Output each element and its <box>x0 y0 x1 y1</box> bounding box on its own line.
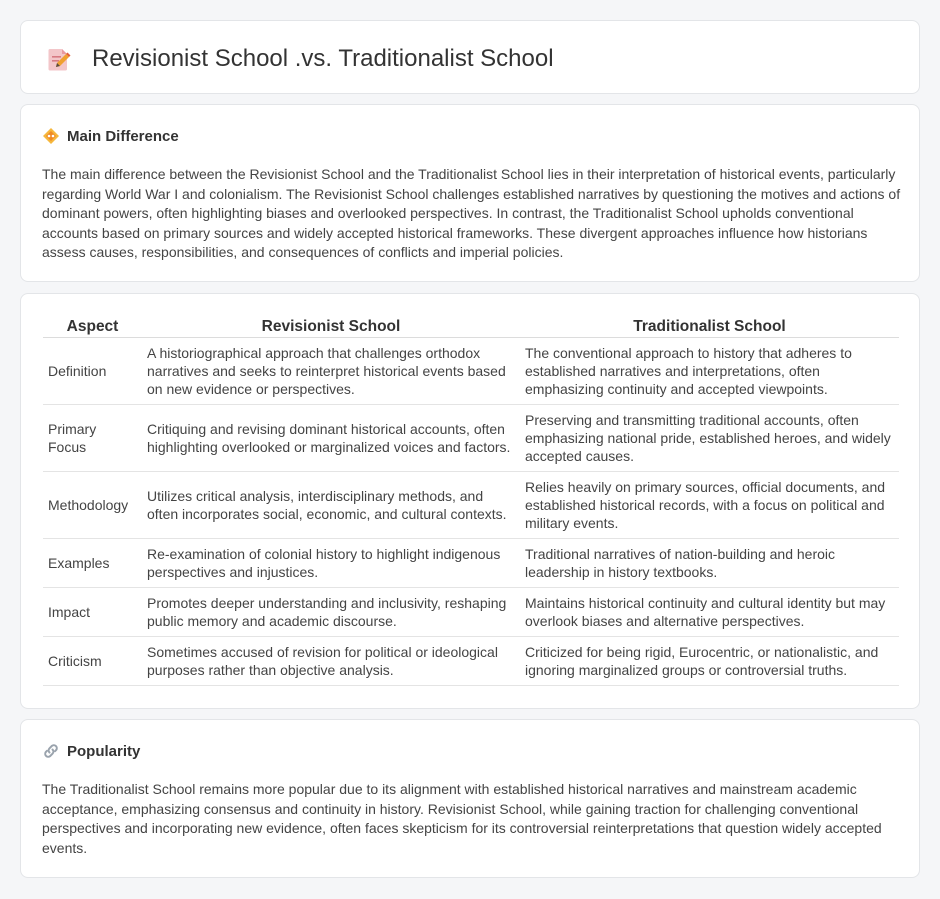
document-edit-icon <box>47 46 71 72</box>
table-row <box>43 405 899 472</box>
revisionist-cell: A historiographical approach that challenges orthodox narratives and seeks to reinterpret historical events based on new evidence or perspectives. <box>142 338 520 405</box>
table-row <box>43 539 899 588</box>
page-header <box>20 20 920 94</box>
traditionalist-cell: Criticized for being rigid, Eurocentric, or nationalistic, and ignoring marginalized groups or controversial truths. <box>520 637 899 686</box>
traditionalist-cell: Relies heavily on primary sources, official documents, and established historical records, with a focus on political and military events. <box>520 472 899 539</box>
aspect-cell: Examples <box>43 539 142 588</box>
diamond-badge-icon <box>42 127 60 145</box>
comparison-table-section <box>20 293 920 709</box>
link-icon <box>42 742 60 760</box>
revisionist-cell: Utilizes critical analysis, interdisciplinary methods, and often incorporates social, economic, and cultural contexts. <box>142 472 520 539</box>
traditionalist-cell: Traditional narratives of nation-building and heroic leadership in history textbooks. <box>520 539 899 588</box>
table-row <box>43 472 899 539</box>
aspect-cell: Criticism <box>43 637 142 686</box>
aspect-cell: Primary Focus <box>43 405 142 472</box>
main-difference-title: Main Difference <box>67 127 179 145</box>
revisionist-cell: Re-examination of colonial history to highlight indigenous perspectives and injustices. <box>142 539 520 588</box>
table-row <box>43 588 899 637</box>
main-difference-heading <box>42 127 179 145</box>
traditionalist-cell: The conventional approach to history that adheres to established narratives and interpretations, often emphasizing continuity and accepted viewpoints. <box>520 338 899 405</box>
table-row <box>43 637 899 686</box>
revisionist-cell: Promotes deeper understanding and inclusivity, reshaping public memory and academic discourse. <box>142 588 520 637</box>
aspect-cell: Definition <box>43 338 142 405</box>
main-difference-text: The main difference between the Revisionist School and the Traditionalist School lies in their interpretation of historical events, particularly regarding World War I and colonialism. The Revisionist School challenges established narratives by questioning the motives and actions of dominant powers, often highlighting biases and overlooked perspectives. In contrast, the Traditionalist School upholds conventional accounts based on primary sources and widely accepted historical frameworks. These divergent approaches influence how historians assess causes, responsibilities, and consequences of conflicts and imperial policies. <box>42 166 901 261</box>
header-traditionalist: Traditionalist School <box>520 316 899 338</box>
page-title: Revisionist School .vs. Traditionalist School <box>92 45 554 72</box>
table-header-row <box>43 316 899 338</box>
header-aspect: Aspect <box>43 316 142 338</box>
traditionalist-cell: Maintains historical continuity and cultural identity but may overlook biases and alternative perspectives. <box>520 588 899 637</box>
popularity-text: The Traditionalist School remains more popular due to its alignment with established historical narratives and mainstream academic acceptance, emphasizing consensus and continuity in history. Revisionist School, while gaining traction for challenging conventional perspectives and incorporating new evidence, often faces skepticism for its controversial reinterpretations that question widely accepted events. <box>42 781 882 856</box>
popularity-section <box>20 719 920 878</box>
table-row <box>43 338 899 405</box>
popularity-heading <box>42 742 140 760</box>
popularity-title: Popularity <box>67 742 141 760</box>
traditionalist-cell: Preserving and transmitting traditional accounts, often emphasizing national pride, established heroes, and widely accepted causes. <box>520 405 899 472</box>
aspect-cell: Methodology <box>43 472 142 539</box>
aspect-cell: Impact <box>43 588 142 637</box>
revisionist-cell: Critiquing and revising dominant historical accounts, often highlighting overlooked or marginalized voices and factors. <box>142 405 520 472</box>
revisionist-cell: Sometimes accused of revision for political or ideological purposes rather than objective analysis. <box>142 637 520 686</box>
header-revisionist: Revisionist School <box>142 316 520 338</box>
main-difference-section <box>20 104 920 282</box>
comparison-table <box>43 316 899 686</box>
